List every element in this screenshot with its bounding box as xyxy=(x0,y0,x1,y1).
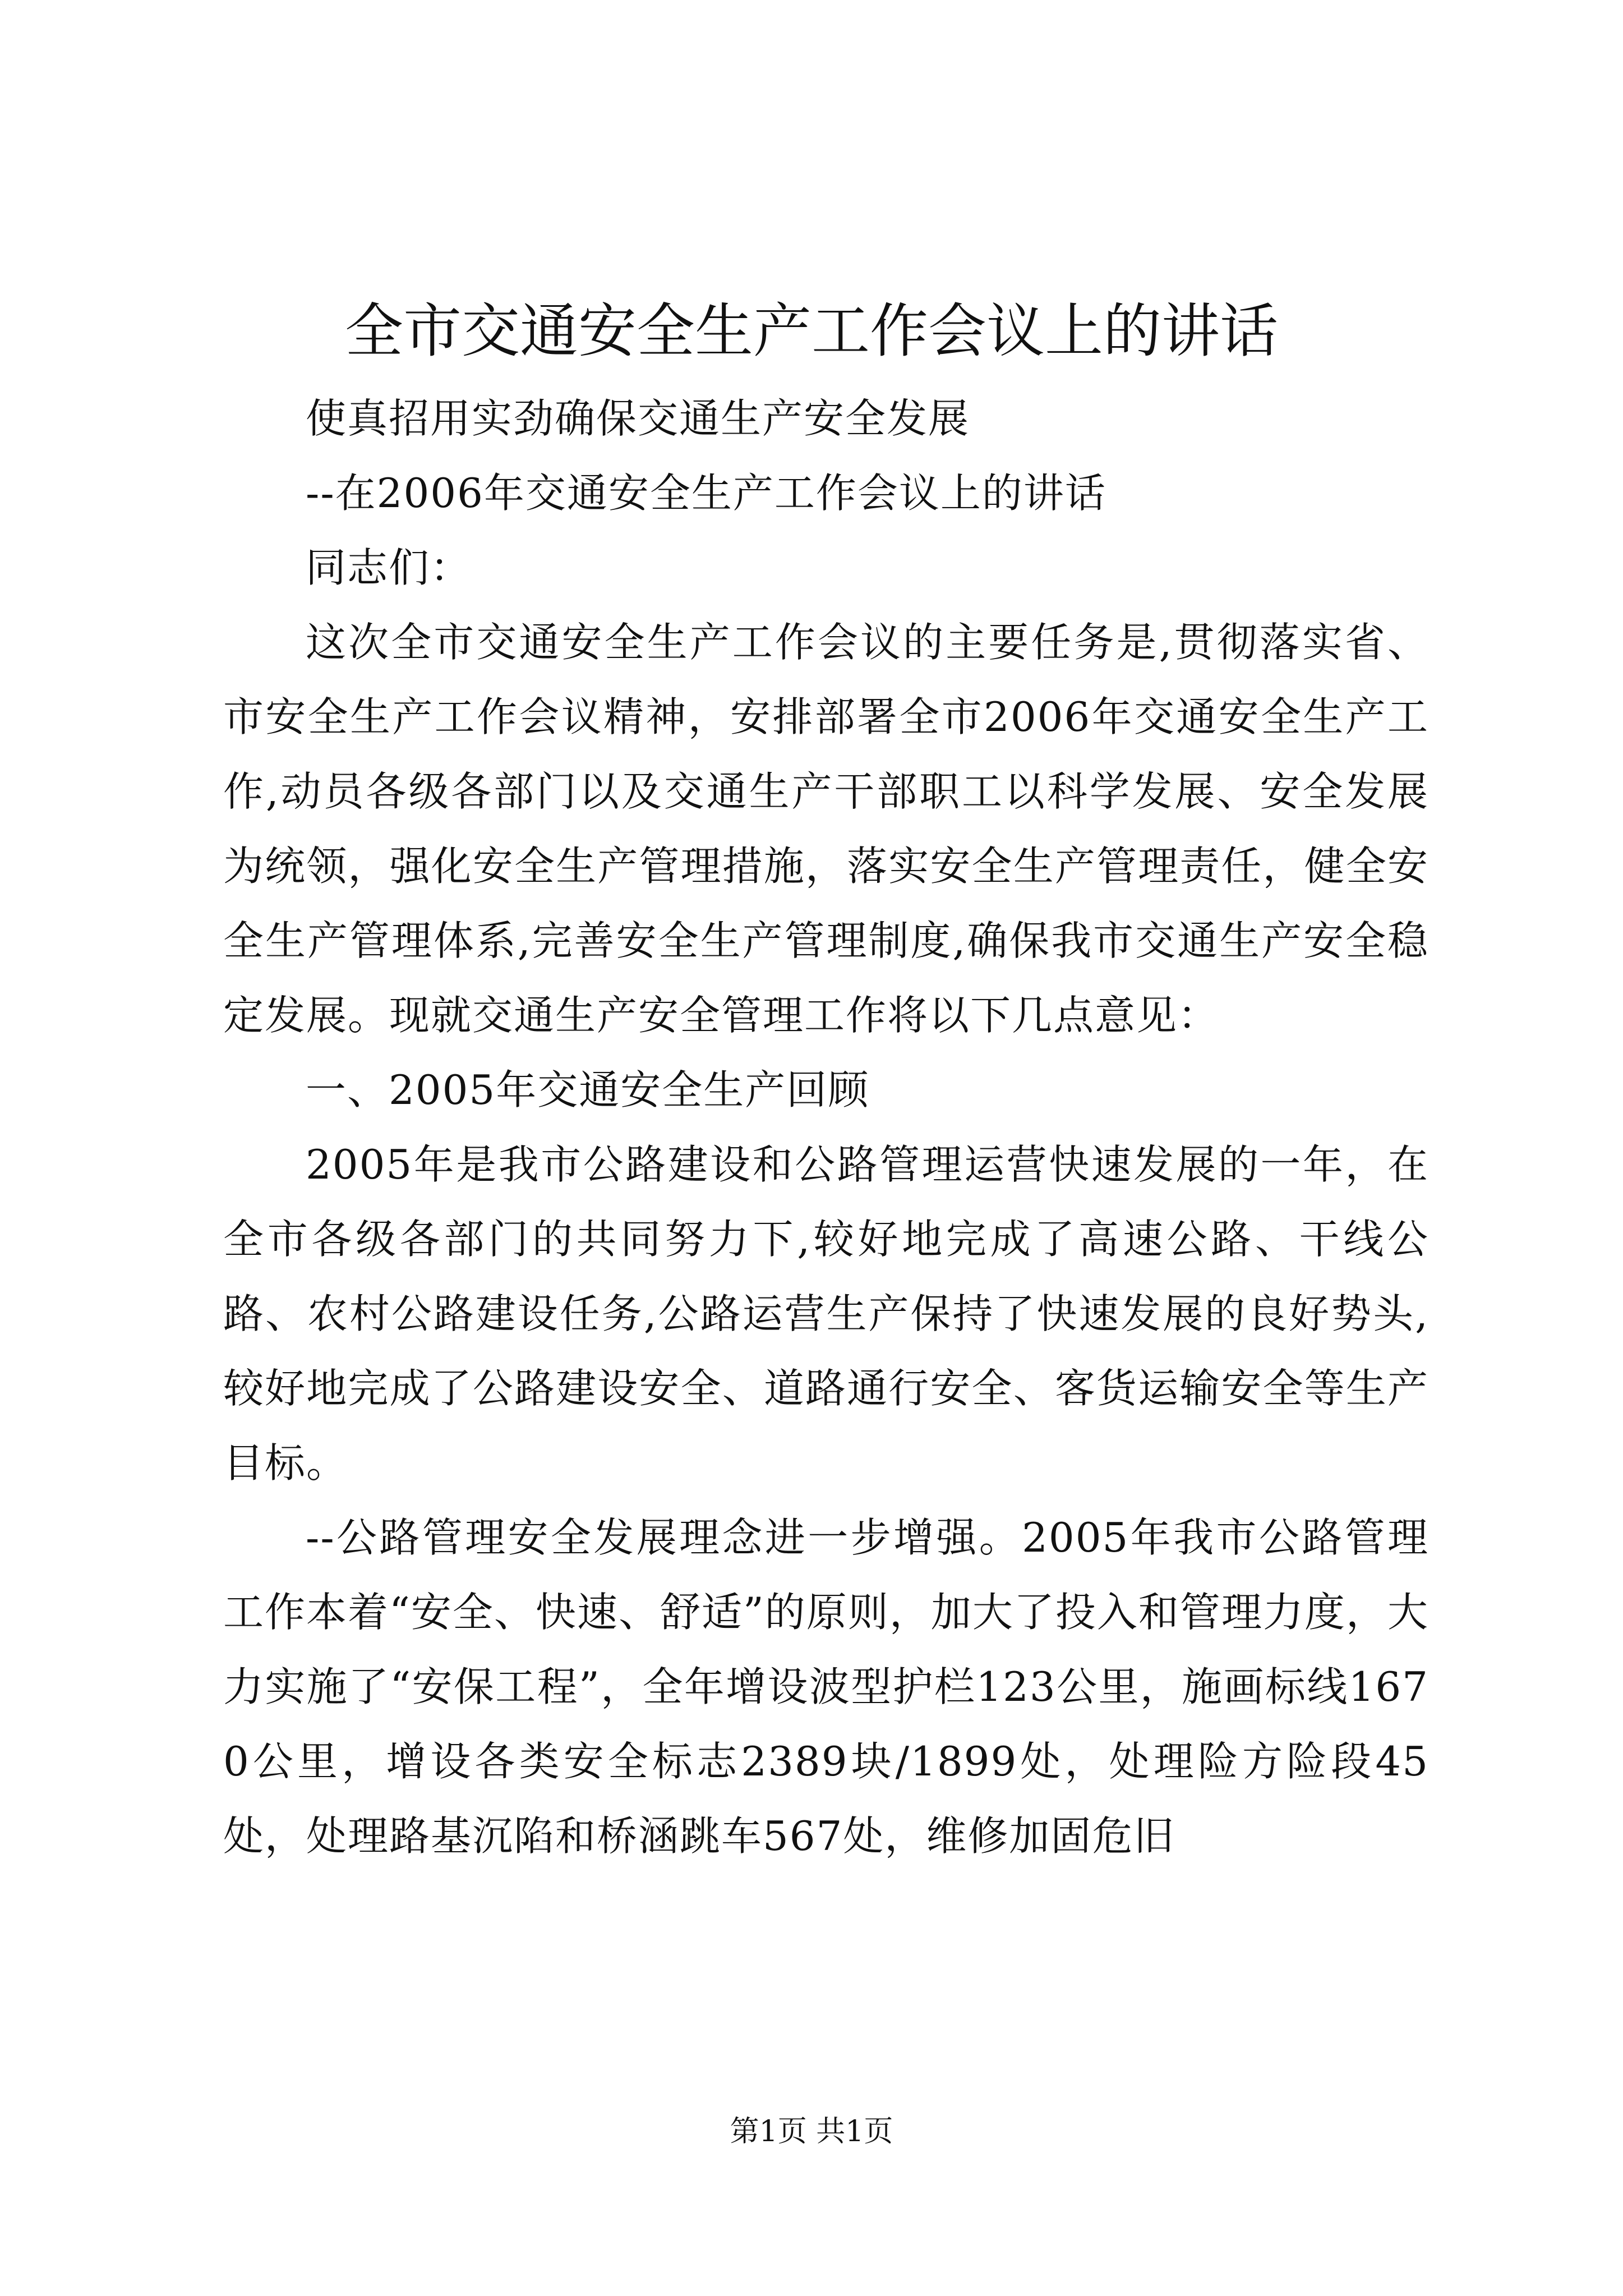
document-body xyxy=(223,381,1429,1874)
road-management-paragraph: --公路管理安全发展理念进一步增强。2005年我市公路管理工作本着“安全、快速、舒适”的原则，加大了投入和管理力度，大力实施了“安保工程”，全年增设波型护栏123公里，施画标线1670公里，增设各类安全标志2389块/1899处，处理险方险段45处，处理路基沉陷和桥涵跳车567处，维修加固危旧 xyxy=(223,1514,1429,1860)
intro-paragraph: 这次全市交通安全生产工作会议的主要任务是,贯彻落实省、市安全生产工作会议精神，安排部署全市2006年交通安全生产工作,动员各级各部门以及交通生产干部职工以科学发展、安全发展为统领，强化安全生产管理措施，落实安全生产管理责任，健全安全生产管理体系,完善安全生产管理制度,确保我市交通生产安全稳定发展。现就交通生产安全管理工作将以下几点意见： xyxy=(223,619,1429,1039)
salutation-paragraph: 同志们： xyxy=(306,544,472,591)
section-heading: 一、2005年交通安全生产回顾 xyxy=(306,1066,870,1114)
page-footer: 第1页 共1页 xyxy=(730,2115,893,2148)
subtitle-paragraph: 使真招用实劲确保交通生产安全发展 xyxy=(306,395,970,442)
document-title: 全市交通安全生产工作会议上的讲话 xyxy=(344,297,1278,365)
speech-occasion-paragraph: --在2006年交通安全生产工作会议上的讲话 xyxy=(306,470,1106,517)
review-paragraph: 2005年是我市公路建设和公路管理运营快速发展的一年，在全市各级各部门的共同努力下,较好地完成了高速公路、干线公路、农村公路建设任务,公路运营生产保持了快速发展的良好势头,较好地完成了公路建设安全、道路通行安全、客货运输安全等生产目标。 xyxy=(223,1141,1429,1487)
